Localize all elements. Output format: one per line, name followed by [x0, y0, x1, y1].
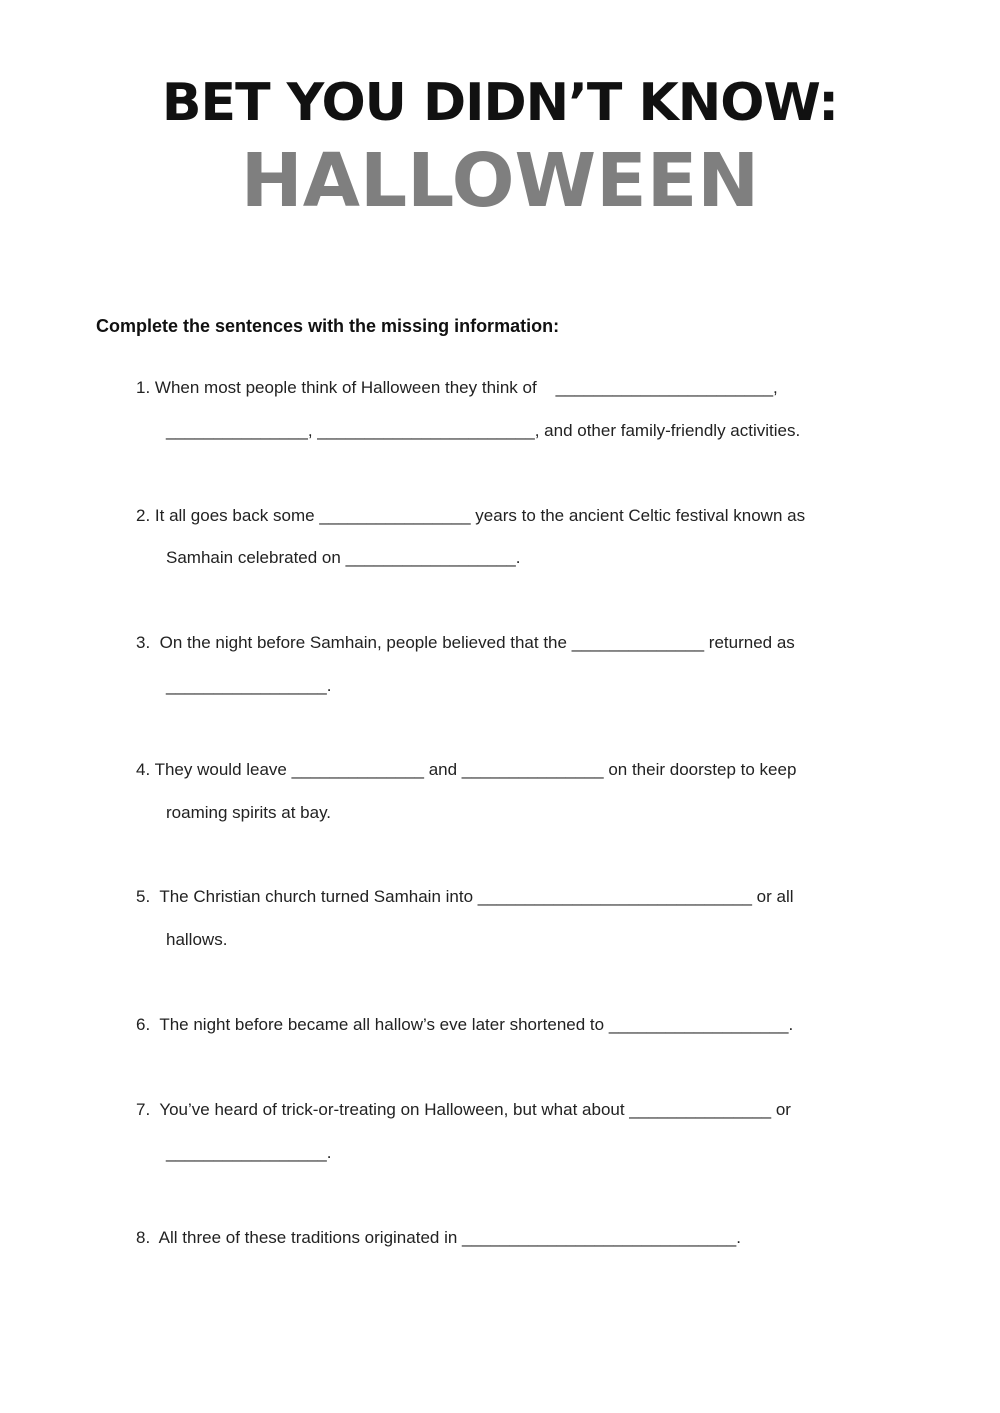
question-5-line-2: hallows.: [166, 930, 228, 949]
page-title: BET YOU DIDN’T KNOW:: [161, 73, 839, 133]
question-2-line-1: 2. It all goes back some ________________ years to the ancient Celtic festival known as: [136, 506, 806, 525]
question-1-line-2: _______________, _______________________, and other family-friendly activities.: [166, 421, 801, 440]
question-3-line-2: _________________.: [166, 676, 332, 695]
question-3-line-1: 3. On the night before Samhain, people believed that the ______________ returned as: [136, 633, 795, 652]
question-2-line-2: Samhain celebrated on __________________.: [166, 548, 521, 567]
question-5-line-1: 5. The Christian church turned Samhain into _____________________________ or all: [136, 887, 794, 906]
question-7-line-1: 7. You’ve heard of trick-or-treating on Halloween, but what about _______________ or: [136, 1100, 791, 1119]
question-8-line-1: 8. All three of these traditions originated in _____________________________.: [136, 1228, 741, 1247]
question-7-line-2: _________________.: [166, 1143, 332, 1162]
question-1-line-1: 1. When most people think of Halloween they think of _______________________,: [136, 378, 778, 397]
question-4-line-1: 4. They would leave ______________ and _______________ on their doorstep to keep: [136, 760, 797, 779]
question-4-line-2: roaming spirits at bay.: [166, 803, 332, 822]
question-6-line-1: 6. The night before became all hallow’s eve later shortened to ___________________.: [136, 1015, 794, 1034]
instructions-text: Complete the sentences with the missing information:: [96, 316, 560, 336]
page-subtitle: HALLOWEEN: [240, 138, 760, 224]
